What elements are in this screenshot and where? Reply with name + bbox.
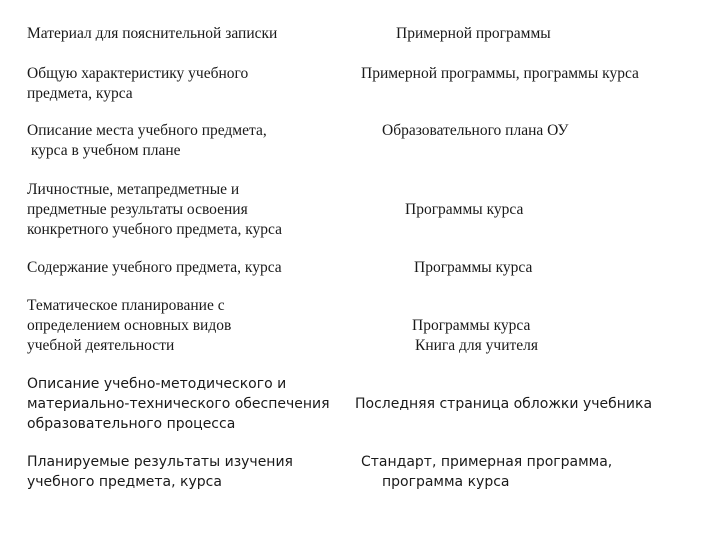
row-6-left-line-1: Тематическое планирование с (27, 297, 225, 314)
row-8-right-line-2: программа курса (382, 474, 510, 490)
row-3-right-line-1: Образовательного плана ОУ (382, 122, 569, 139)
row-8-left-line-1: Планируемые результаты изучения (27, 454, 293, 470)
row-6-left-line-3: учебной деятельности (27, 337, 175, 354)
row-6-right-line-2: Книга для учителя (415, 337, 539, 354)
row-4-left-line-1: Личностные, метапредметные и (27, 181, 240, 198)
row-1-left-line-1: Материал для пояснительной записки (27, 25, 278, 42)
row-7-left-line-2: материально-технического обеспечения (27, 396, 330, 412)
row-2-left-line-1: Общую характеристику учебного (27, 65, 249, 82)
row-3-left-line-2: курса в учебном плане (27, 142, 181, 159)
row-2-right-line-1: Примерной программы, программы курса (361, 65, 639, 82)
row-4-left-line-2: предметные результаты освоения (27, 201, 248, 218)
row-4-right-line-1: Программы курса (405, 201, 524, 218)
row-7-left-line-1: Описание учебно-методического и (27, 376, 287, 392)
row-6-left-line-2: определением основных видов (27, 317, 232, 334)
row-3-left-line-1: Описание места учебного предмета, (27, 122, 267, 139)
row-7-left-line-3: образовательного процесса (27, 416, 236, 432)
row-5-left-line-1: Содержание учебного предмета, курса (27, 259, 282, 276)
row-2-left-line-2: предмета, курса (27, 85, 133, 102)
row-8-left-line-2: учебного предмета, курса (27, 474, 222, 490)
row-5-right-line-1: Программы курса (414, 259, 533, 276)
row-8-right-line-1: Стандарт, примерная программа, (361, 454, 613, 470)
row-1-right-line-1: Примерной программы (396, 25, 551, 42)
row-6-right-line-1: Программы курса (412, 317, 531, 334)
row-4-left-line-3: конкретного учебного предмета, курса (27, 221, 282, 238)
row-7-right-line-1: Последняя страница обложки учебника (355, 396, 653, 412)
